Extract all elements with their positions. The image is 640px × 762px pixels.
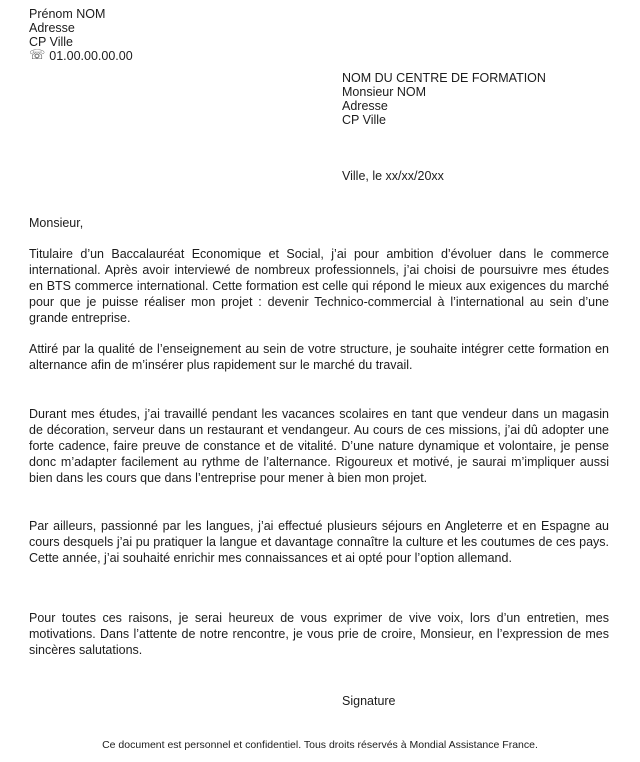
recipient-organization: NOM DU CENTRE DE FORMATION bbox=[342, 71, 546, 85]
sender-name: Prénom NOM bbox=[29, 7, 106, 21]
paragraph-1: Titulaire d’un Baccalauréat Economique et Social, j’ai pour ambition d’évoluer dans le commerce international. Après avoir interviewé de nombreux professionnels, j’ai choisi de poursuivre mes études en BTS commerce international. Cette formation est celle qui répond le mieux aux exigences du marché pour que je puisse réaliser mon projet : devenir Technico-commercial à l’international au sein d’une grande entreprise. bbox=[29, 247, 609, 325]
date-line: Ville, le xx/xx/20xx bbox=[342, 169, 444, 183]
sender-block bbox=[29, 7, 133, 63]
sender-city: CP Ville bbox=[29, 35, 74, 49]
recipient-city: CP Ville bbox=[342, 113, 387, 127]
recipient-block bbox=[342, 71, 546, 127]
signature-label: Signature bbox=[342, 694, 396, 708]
sender-address: Adresse bbox=[29, 21, 75, 35]
sender-phone-line bbox=[29, 49, 133, 63]
paragraph-3: Durant mes études, j’ai travaillé pendant les vacances scolaires en tant que vendeur dans un magasin de décoration, serveur dans un restaurant et vendangeur. Au cours de ces missions, j’ai dû adopter une forte cadence, faire preuve de constance et de vitalité. D’une nature dynamique et volontaire, je pense donc m’adapter facilement au rythme de l’alternance. Rigoureux et motivé, je saurai m’impliquer aussi bien dans les cours que dans l’entreprise pour mener à bien mon projet. bbox=[29, 407, 609, 485]
recipient-contact: Monsieur NOM bbox=[342, 85, 427, 99]
footer-confidentiality-notice: Ce document est personnel et confidentiel. Tous droits réservés à Mondial Assistance France. bbox=[102, 739, 538, 751]
paragraph-5: Pour toutes ces raisons, je serai heureux de vous exprimer de vive voix, lors d’un entretien, mes motivations. Dans l’attente de notre rencontre, je vous prie de croire, Monsieur, en l’expression de mes sincères salutations. bbox=[29, 611, 609, 657]
sender-phone-number: 01.00.00.00.00 bbox=[49, 49, 133, 63]
paragraph-2: Attiré par la qualité de l’enseignement au sein de votre structure, je souhaite intégrer cette formation en alternance afin de m’insérer plus rapidement sur le marché du travail. bbox=[29, 342, 609, 372]
paragraph-4: Par ailleurs, passionné par les langues, j’ai effectué plusieurs séjours en Angleterre et en Espagne au cours desquels j’ai pu pratiquer la langue et davantage connaître la culture et les coutumes de ces pays. Cette année, j’ai souhaité enrichir mes connaissances et ai opté pour l’option allemand. bbox=[29, 519, 609, 565]
telephone-icon: ☏ bbox=[29, 48, 46, 63]
recipient-address: Adresse bbox=[342, 99, 388, 113]
salutation: Monsieur, bbox=[29, 216, 84, 230]
